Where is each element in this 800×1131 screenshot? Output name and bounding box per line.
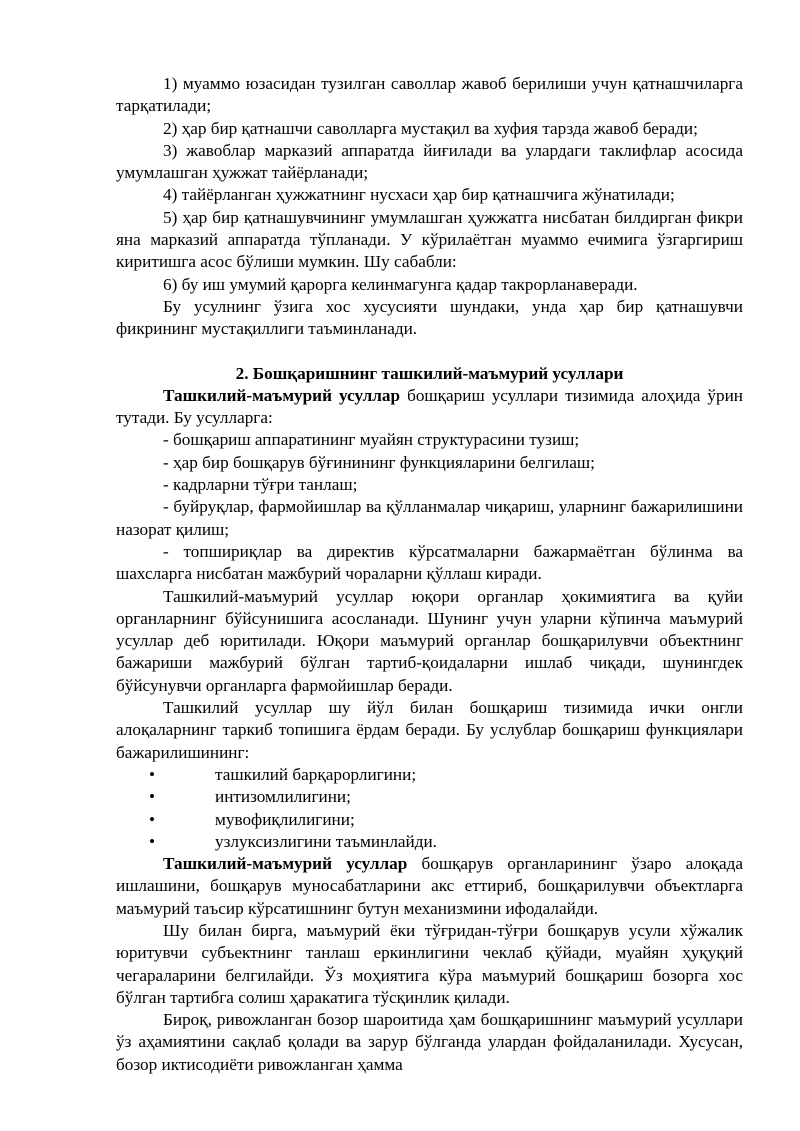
dash-item: - ҳар бир бошқарув бўғинининг функцияларини белгилаш; [163, 452, 595, 472]
paragraph-text: бошқарув органларининг ўзаро алоқада ишлашини, бошқарув муносабатларини акс еттириб, бошқарилувчи объектларга маъмурий таъсир кўрсатишнинг бутун механизмини ифодалайди. [116, 854, 743, 918]
list-item-text: интизомлилигини; [215, 787, 351, 807]
section-paragraph-1 [116, 385, 743, 430]
list-item [116, 809, 743, 831]
section-heading: 2. Бошқаришнинг ташкилий-маъмурий усуллари [235, 363, 624, 383]
list-item [116, 764, 743, 786]
section-paragraph-6: Бироқ, ривожланган бозор шароитида ҳам бошқаришнинг маъмурий усуллари ўз аҳамиятини сақлаб қолади ва зарур бўлганда улардан фойдаланилади. Хусусан, бозор иктисодиёти ривожланган ҳамма [116, 1010, 743, 1074]
dash-item: - кадрларни тўғри танлаш; [163, 475, 358, 495]
list-item [116, 786, 743, 808]
list-item-text: узлуксизлигини таъминлайди. [215, 831, 437, 851]
bullet-icon: • [149, 809, 156, 829]
section-paragraph-2: Ташкилий-маъмурий усуллар юқори органлар ҳокимиятига ва қуйи органларнинг бўйсунишига асосланади. Шунинг учун уларни кўпинча маъмурий усуллар деб юритилади. Юқори маъмурий органлар бошқарилувчи объектнинг бажариши мажбурий бўлган тартиб-қоидаларни ишлаб чиқади, шунингдек бўйсунувчи органларга фармойишлар беради. [116, 586, 743, 695]
bullet-icon: • [149, 831, 156, 851]
section-paragraph-4 [116, 853, 743, 920]
dash-item: - бошқариш аппаратининг муайян структурасини тузиш; [163, 430, 580, 450]
bold-term: Ташкилий-маъмурий усуллар [163, 385, 401, 405]
step-3: 3) жавоблар марказий аппаратда йиғилади ва улардаги таклифлар асосида умумлашган ҳужжат тайёрланади; [116, 140, 743, 183]
paragraph-text: бошқариш усуллари тизимида алоҳида ўрин тутади. Бу усулларга: [116, 385, 743, 428]
list-item-text: ташкилий барқарорлигини; [215, 764, 417, 784]
bold-term: Ташкилий-маъмурий усуллар [163, 854, 408, 874]
intro-conclusion: Бу усулнинг ўзига хос хусусияти шундаки, унда ҳар бир қатнашувчи фикрининг мустақиллиги таъминланади. [116, 296, 743, 339]
step-6: 6) бу иш умумий қарорга келинмагунга қадар такрорланаверади. [163, 274, 638, 294]
dash-item: - буйруқлар, фармойишлар ва қўлланмалар чиқариш, уларнинг бажарилишини назорат қилиш; [116, 497, 743, 539]
bullet-list [116, 764, 743, 853]
step-1: 1) муаммо юзасидан тузилган саволлар жавоб берилиши учун қатнашчиларга тарқатилади; [116, 74, 743, 116]
dash-item: - топшириқлар ва директив кўрсатмаларни бажармаётган бўлинма ва шахсларга нисбатан мажбурий чораларни қўллаш киради. [116, 541, 743, 584]
list-item [116, 831, 743, 853]
step-4: 4) тайёрланган ҳужжатнинг нусхаси ҳар бир қатнашчига жўнатилади; [163, 185, 675, 205]
bullet-icon: • [149, 787, 156, 807]
bullet-icon: • [149, 764, 156, 784]
section-paragraph-5: Шу билан бирга, маъмурий ёки тўғридан-тўғри бошқарув усули хўжалик юритувчи субъектнинг танлаш еркинлигини чеклаб қўйади, муайян ҳуқуқий чегараларини белгилайди. Ўз моҳиятига кўра маъмурий бошқариш бозорга хос бўлган тартибга солиш ҳаракатига тўсқинлик қилади. [116, 920, 743, 1007]
list-item-text: мувофиқлилигини; [215, 809, 355, 829]
step-5: 5) ҳар бир қатнашувчининг умумлашган ҳужжатга нисбатан билдирган фикри яна марказий аппаратда тўпланади. У кўрилаётган муаммо ечимига ўзгаргириш киритишга асос бўлиши мумкин. Шу сабабли: [116, 207, 743, 272]
page-content [116, 73, 743, 1076]
section-paragraph-3: Ташкилий усуллар шу йўл билан бошқариш тизимида ички онгли алоқаларнинг таркиб топишига ёрдам беради. Бу услублар бошқариш функциялари бажарилишининг: [116, 698, 743, 762]
step-2: 2) ҳар бир қатнашчи саволларга мустақил ва хуфия тарзда жавоб беради; [163, 118, 698, 138]
